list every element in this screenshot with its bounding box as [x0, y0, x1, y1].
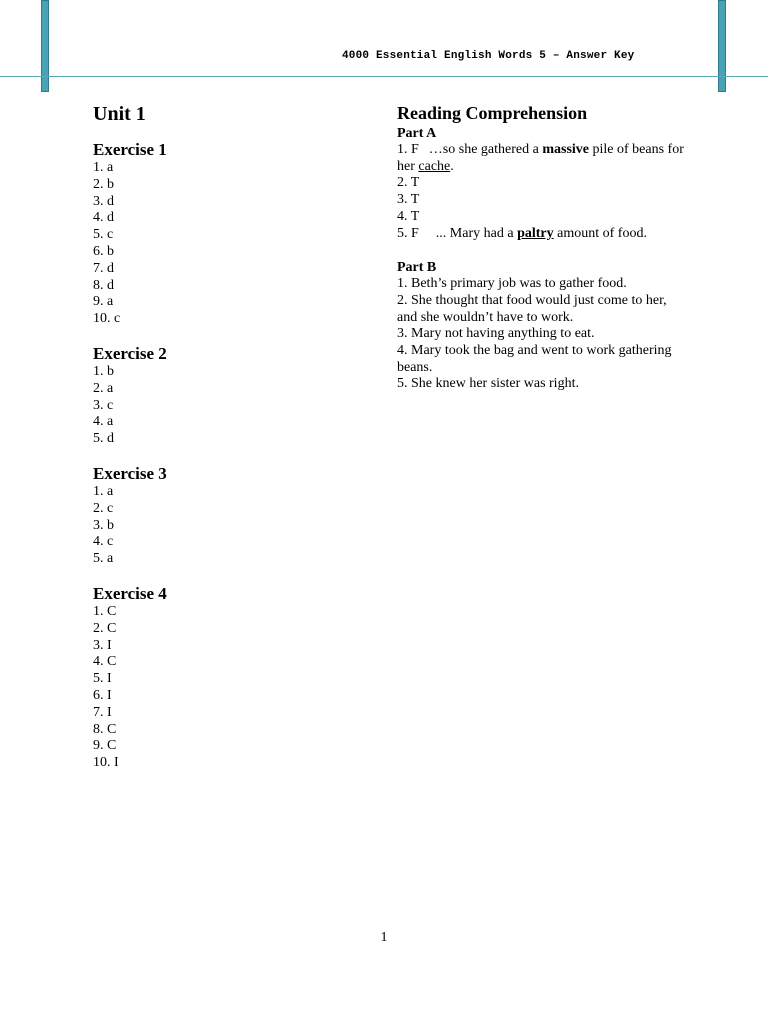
answer-item: 10. I: [93, 755, 119, 771]
answer-item: 6. b: [93, 243, 114, 259]
part-a-item-3: 3. T: [397, 192, 420, 208]
part-a-item-1: [397, 142, 687, 175]
answer-item: 7. I: [93, 704, 112, 720]
header-title: 4000 Essential English Words 5 – Answer Key: [342, 50, 635, 62]
exercise-4: [93, 584, 353, 772]
answer-item: 5. I: [93, 671, 112, 687]
underlined-word: cache: [418, 158, 451, 174]
part-a-item-2: 2. T: [397, 175, 420, 191]
answer-item: 5. a: [93, 551, 114, 567]
answer-item: 2. a: [93, 380, 114, 396]
page-number: 1: [380, 930, 388, 945]
exercise-title: Exercise 1: [93, 140, 167, 159]
answer-list: [93, 364, 353, 448]
answer-item: 4. d: [93, 210, 114, 226]
exercise-1: [93, 140, 353, 328]
part-b-item: 5. She knew her sister was right.: [397, 376, 579, 392]
exercise-2: [93, 344, 353, 448]
answer-item: 2. c: [93, 500, 114, 516]
answer-item: 7. d: [93, 260, 114, 276]
item-text: amount of food.: [557, 225, 647, 241]
answer-list: [93, 484, 353, 568]
answer-item: 8. C: [93, 721, 117, 737]
bold-word: massive: [542, 142, 589, 157]
answer-item: 6. I: [93, 687, 112, 703]
answer-item: 1. a: [93, 483, 114, 499]
part-a-title: Part A: [397, 126, 437, 141]
part-b-list: [397, 276, 687, 393]
exercise-3: [93, 464, 353, 568]
answer-item: 5. d: [93, 431, 114, 447]
part-b-item: 2. She thought that food would just come to her, and she wouldn’t have to work.: [397, 292, 667, 325]
answer-item: 4. C: [93, 654, 117, 670]
header-left-bar: [41, 0, 49, 92]
item-number: 1. F: [397, 142, 419, 157]
reading-comprehension-title: Reading Comprehension: [397, 103, 588, 123]
answer-item: 1. a: [93, 160, 114, 175]
exercise-title: Exercise 4: [93, 583, 167, 603]
answer-item: 10. c: [93, 311, 121, 327]
answer-item: 4. c: [93, 534, 114, 550]
answer-item: 3. I: [93, 637, 112, 653]
answer-item: 9. a: [93, 294, 114, 310]
answer-item: 2. C: [93, 620, 117, 636]
part-a-item-4: 4. T: [397, 208, 420, 224]
header-rule: [0, 76, 768, 77]
part-a-list: [397, 142, 687, 242]
answer-item: 8. d: [93, 277, 114, 293]
answer-item: 1. C: [93, 603, 117, 619]
answer-item: 9. C: [93, 738, 117, 754]
answer-item: 3. c: [93, 397, 114, 413]
part-b-item: 3. Mary not having anything to eat.: [397, 326, 595, 342]
answer-item: 5. c: [93, 227, 114, 243]
part-a-item-5: [397, 226, 687, 243]
unit-title: Unit 1: [93, 103, 146, 125]
answer-item: 3. b: [93, 517, 114, 533]
left-column: [93, 101, 353, 788]
header-right-bar: [718, 0, 726, 92]
exercise-title: Exercise 3: [93, 463, 167, 483]
item-text: …so she gathered a: [428, 142, 539, 157]
part-b-title: Part B: [397, 260, 437, 276]
item-text: ... Mary had a: [435, 225, 514, 241]
answer-list: [93, 604, 353, 772]
right-column: [397, 101, 687, 393]
item-text: pile of beans for her: [397, 142, 684, 174]
exercise-title: Exercise 2: [93, 343, 167, 363]
part-b-item: 1. Beth’s primary job was to gather food.: [397, 276, 627, 292]
answer-item: 2. b: [93, 176, 114, 192]
part-b-item: 4. Mary took the bag and went to work gathering beans.: [397, 343, 672, 375]
answer-item: 1. b: [93, 363, 114, 379]
bold-underlined-word: paltry: [517, 225, 554, 241]
item-text: .: [450, 158, 454, 174]
item-number: 5. F: [397, 225, 419, 241]
answer-item: 3. d: [93, 193, 114, 209]
answer-list: [93, 160, 353, 328]
answer-item: 4. a: [93, 414, 114, 430]
